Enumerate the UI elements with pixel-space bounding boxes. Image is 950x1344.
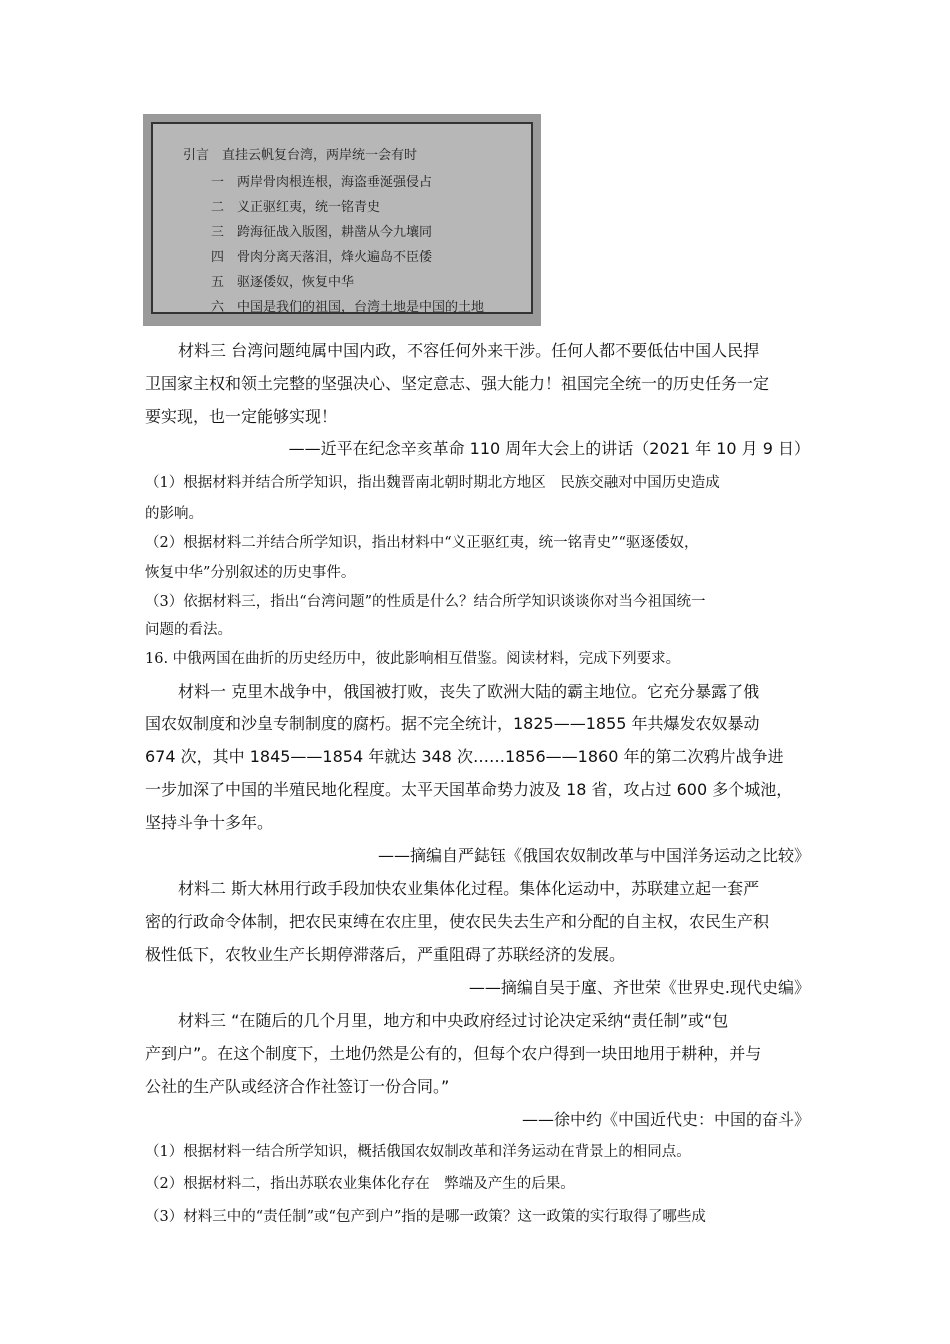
image-item-num: 六 [211,300,225,315]
image-item-num: 五 [211,275,225,290]
question-16-intro: 16. 中俄两国在曲折的历史经历中，彼此影响相互借鉴。阅读材料，完成下列要求。 [145,651,681,667]
question-line: （1）根据材料一结合所学知识，概括俄国农奴制改革和洋务运动在背景上的相同点。 [145,1144,691,1160]
image-item-num: 二 [211,200,225,215]
image-item-text: 驱逐倭奴，恢复中华 [237,275,355,290]
image-item [211,271,354,290]
question-line: 的影响。 [145,506,203,522]
image-item-num: 一 [211,175,225,190]
image-item-text: 中国是我们的祖国，台湾土地是中国的土地 [237,300,485,315]
scanned-image [143,114,541,326]
material-one-line: 一步加深了中国的半殖民地化程度。太平天国革命势力波及 18 省，攻占过 600 多个城池， [145,780,793,799]
material-one-line: 材料一 克里木战争中，俄国被打败，丧失了欧洲大陆的霸主地位。它充分暴露了俄 [178,682,760,701]
material-one-line: 坚持斗争十多年。 [145,813,274,832]
material-one-source: ——摘编自严鋕钰《俄国农奴制改革与中国洋务运动之比较》 [377,846,810,865]
image-item [211,171,432,190]
question-line: （2）根据材料二，指出苏联农业集体化存在 弊端及产生的后果。 [145,1176,575,1192]
material-two-line: 密的行政命令体制，把农民束缚在农庄里，使农民失去生产和分配的自主权，农民生产积 [145,912,770,931]
material-one-line: 国农奴制度和沙皇专制制度的腐朽。据不完全统计，1825——1855 年共爆发农奴暴动 [145,714,760,733]
material-three-16-line: 公社的生产队或经济合作社签订一份合同。” [145,1077,450,1096]
material-three-line: 要实现，也一定能够实现！ [145,407,338,426]
image-item [211,221,432,240]
image-item-text: 两岸骨肉根连根，海盗垂涎强侵占 [237,175,433,190]
question-line: （3）依据材料三，指出“台湾问题”的性质是什么？结合所学知识谈谈你对当今祖国统一 [145,594,706,610]
question-line: （1）根据材料并结合所学知识，指出魏晋南北朝时期北方地区 民族交融对中国历史造成 [145,475,720,491]
material-three-line: 材料三 台湾问题纯属中国内政，不容任何外来干涉。任何人都不要低估中国人民捍 [178,341,760,360]
material-three-line: 卫国家主权和领土完整的坚强决心、坚定意志、强大能力！祖国完全统一的历史任务一定 [145,374,770,393]
material-three-16-line: 产到户”。在这个制度下，土地仍然是公有的，但每个农户得到一块田地用于耕种，并与 [145,1044,762,1063]
image-item [211,296,484,315]
material-three-16-source: ——徐中约《中国近代史：中国的奋斗》 [521,1110,810,1129]
image-item-num: 三 [211,225,225,240]
image-title: 引言 直挂云帆复台湾，两岸统一会有时 [183,148,418,163]
image-item-text: 跨海征战入版图，耕凿从今九壤同 [237,225,433,240]
image-item [211,246,432,265]
question-line: （3）材料三中的“责任制”或“包产到户”指的是哪一政策？这一政策的实行取得了哪些成 [145,1209,706,1225]
material-two-source: ——摘编自吴于廑、齐世荣《世界史.现代史编》 [468,978,810,997]
question-line: 恢复中华”分别叙述的历史事件。 [145,565,356,581]
question-line: （2）根据材料二并结合所学知识，指出材料中“义正驱红夷，统一铭青史”“驱逐倭奴， [145,535,699,551]
material-one-line: 674 次，其中 1845——1854 年就达 348 次……1856——1860 年的第二次鸦片战争进 [145,747,784,766]
image-item-num: 四 [211,250,225,265]
material-three-16-line: 材料三 “在随后的几个月里，地方和中央政府经过讨论决定采纳“责任制”或“包 [178,1011,729,1030]
image-item-text: 义正驱红夷，统一铭青史 [237,200,381,215]
material-three-source: ——近平在纪念辛亥革命 110 周年大会上的讲话（2021 年 10 月 9 日） [288,439,810,458]
question-line: 问题的看法。 [145,622,232,638]
image-item-text: 骨肉分离天落泪，烽火遍岛不臣倭 [237,250,433,265]
image-frame [151,122,533,314]
material-two-line: 极性低下，农牧业生产长期停滞落后，严重阻碍了苏联经济的发展。 [145,945,626,964]
image-item [211,196,380,215]
material-two-line: 材料二 斯大林用行政手段加快农业集体化过程。集体化运动中，苏联建立起一套严 [178,879,760,898]
